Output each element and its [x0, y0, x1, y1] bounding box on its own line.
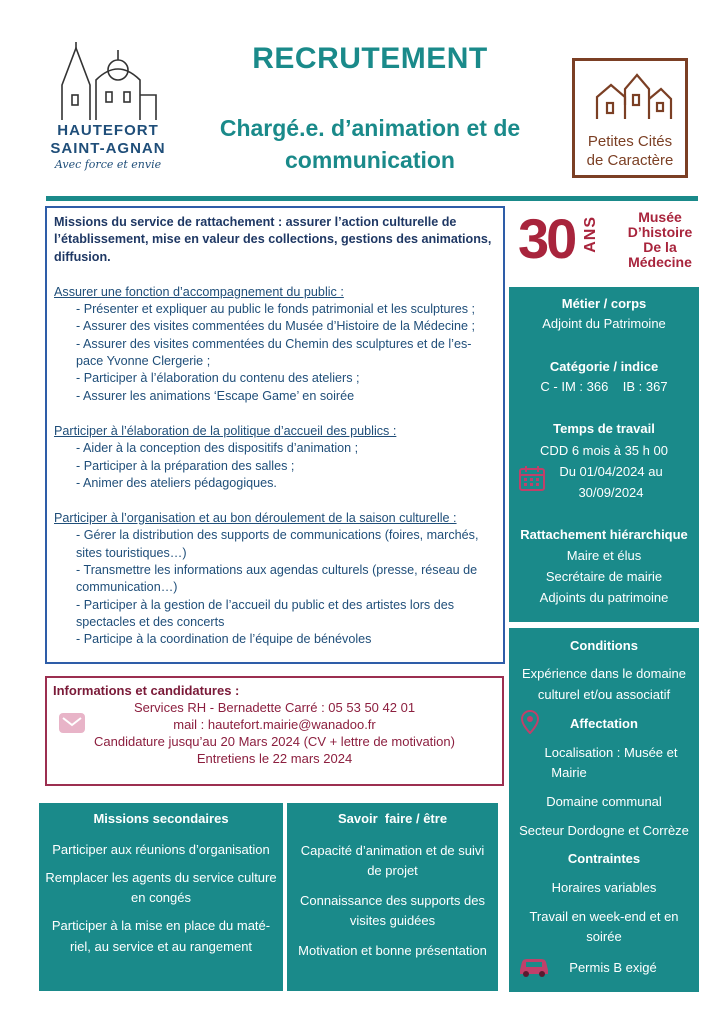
metier-heading: Métier / corps	[561, 296, 647, 311]
rattachement-value: Maire et élus	[566, 548, 642, 563]
conditions-panel	[509, 628, 699, 992]
categorie-value: C - IM : 366 IB : 367	[540, 379, 668, 394]
categorie-heading: Catégorie / indice	[549, 359, 659, 374]
partner-logo-line-2: de Caractère	[586, 152, 674, 169]
info-heading: Informations et candidatures :	[53, 683, 240, 698]
temps-dates: Du 01/04/2024 au	[559, 464, 663, 479]
section-list	[54, 527, 496, 648]
list-item: - Gérer la distribution des supports de communications (foires, marchés, sites touristiques…)	[76, 528, 479, 560]
museum-name-line: D’histoire	[627, 224, 693, 240]
metier-value: Adjoint du Patrimoine	[542, 316, 666, 331]
spacer	[54, 492, 496, 510]
job-title-line-1: Chargé.e. d’animation et de	[219, 115, 521, 141]
temps-dates: 30/09/2024	[578, 485, 644, 500]
list-item: - Participer à l’élaboration du contenu des ateliers ;	[76, 371, 360, 386]
temps-heading: Temps de travail	[553, 421, 655, 436]
job-details-panel	[509, 287, 699, 622]
spacer	[54, 405, 496, 423]
houses-logo-icon	[575, 65, 685, 125]
museum-name	[614, 210, 706, 270]
contraintes-value: Travail en week-end et en	[529, 909, 679, 924]
skills-heading: Savoir faire / être	[337, 811, 448, 826]
mail-icon	[58, 712, 86, 734]
skill-item: Motivation et bonne présentation	[298, 943, 487, 958]
list-item: - Présenter et expliquer au public le fonds patrimonial et les sculptures ;	[76, 302, 476, 317]
section-list	[54, 440, 496, 492]
info-contact: Services RH - Bernadette Carré : 05 53 50 42 01	[133, 700, 416, 715]
secondary-mission-item: riel, au service et au rangement	[69, 939, 253, 954]
contraintes-heading: Contraintes	[567, 851, 641, 866]
rattachement-value: Adjoints du patrimoine	[539, 590, 669, 605]
section-list	[54, 370, 496, 405]
job-title-line-2: communication	[285, 147, 455, 173]
application-info-box	[45, 676, 504, 786]
job-title	[180, 112, 560, 176]
info-deadline: Candidature jusqu’au 20 Mars 2024 (CV + lettre de motivation)	[94, 734, 455, 749]
affectation-value: Localisation : Musée et	[544, 745, 678, 760]
secondary-mission-item: en congés	[131, 890, 191, 905]
logo-town-hautefort: HAUTEFORT	[57, 122, 159, 139]
secondary-mission-item: Remplacer les agents du service culture	[45, 870, 277, 885]
skill-item: de projet	[367, 863, 418, 878]
secondary-mission-item: Participer à la mise en place du maté-	[51, 918, 271, 933]
petites-cites-logo	[572, 58, 688, 178]
list-item: - Participer à la gestion de l’accueil du public et des artistes lors des spectacles et des concerts	[76, 597, 455, 629]
affectation-value: Secteur Dordogne et Corrèze	[519, 823, 689, 838]
info-email[interactable]: mail : hautefort.mairie@wanadoo.fr	[173, 717, 376, 732]
page-title: RECRUTEMENT	[252, 42, 488, 75]
affectation-value: Mairie	[551, 765, 587, 780]
list-item	[54, 336, 496, 371]
info-interview: Entretiens le 22 mars 2024	[196, 751, 353, 766]
rattachement-heading: Rattachement hiérarchique	[520, 527, 688, 542]
conditions-value: Expérience dans le domaine	[521, 666, 687, 681]
castle-logo-icon	[48, 40, 168, 122]
list-item: - Transmettre les informations aux agendas culturels (presse, réseau de communication…)	[76, 563, 478, 595]
section-list	[54, 301, 496, 336]
skill-item: visites guidées	[349, 913, 436, 928]
section-heading: Participer à l’élaboration de la politique d’accueil des publics :	[54, 423, 397, 438]
list-item: - Animer des ateliers pédagogiques.	[76, 475, 277, 490]
logo-motto: Avec force et envie	[54, 158, 162, 171]
list-item-text: - Assurer des visites commentées du Chemin des sculptures et de l’es-pace Yvonne Clergerie ;	[76, 336, 472, 369]
museum-name-line: Musée	[638, 209, 682, 225]
calendar-icon	[517, 463, 547, 493]
list-item: - Participer à la préparation des salles ;	[76, 458, 295, 473]
anniversary-badge	[518, 206, 698, 278]
contraintes-value: Horaires variables	[551, 880, 657, 895]
partner-logo-line-1: Petites Cités	[587, 133, 673, 150]
temps-value: CDD 6 mois à 35 h 00	[540, 443, 668, 458]
hautefort-logo	[48, 40, 168, 180]
logo-town-saint-agnan: SAINT-AGNAN	[50, 140, 166, 157]
section-heading: Participer à l’organisation et au bon déroulement de la saison culturelle :	[54, 511, 457, 526]
header-divider	[46, 196, 698, 201]
museum-name-line: De la	[643, 239, 677, 255]
section-heading: Assurer une fonction d’accompagnement du public :	[54, 284, 344, 299]
museum-name-line: Médecine	[628, 254, 692, 270]
secondary-missions-box	[39, 803, 283, 991]
anniversary-word: ANS	[582, 216, 599, 253]
rattachement-value: Secrétaire de mairie	[545, 569, 663, 584]
secondary-missions-heading: Missions secondaires	[93, 811, 229, 826]
affectation-value: Domaine communal	[546, 794, 662, 809]
skill-item: Capacité d’animation et de suivi	[300, 843, 485, 858]
anniversary-number: 30	[518, 207, 575, 270]
list-item: - Assurer des visites commentées du Musée d’Histoire de la Médecine ;	[76, 319, 475, 334]
contraintes-value: soirée	[586, 929, 622, 944]
skill-item: Connaissance des supports des	[299, 893, 485, 908]
missions-intro: Missions du service de rattachement : assurer l’action culturelle de l’établissement, mise en valeur des collections, gestions des animations, diffusion.	[54, 215, 492, 264]
missions-box	[45, 206, 505, 664]
list-item: - Assurer les animations ‘Escape Game’ en soirée	[76, 388, 355, 403]
list-item: - Participe à la coordination de l’équipe de bénévoles	[76, 632, 372, 647]
conditions-heading: Conditions	[570, 638, 638, 653]
skills-box	[287, 803, 498, 991]
affectation-heading: Affectation	[570, 716, 638, 731]
list-item: - Aider à la conception des dispositifs d’animation ;	[76, 441, 359, 456]
conditions-value: culturel et/ou associatif	[537, 687, 671, 702]
secondary-mission-item: Participer aux réunions d’organisation	[52, 842, 270, 857]
contraintes-value: Permis B exigé	[569, 960, 657, 975]
